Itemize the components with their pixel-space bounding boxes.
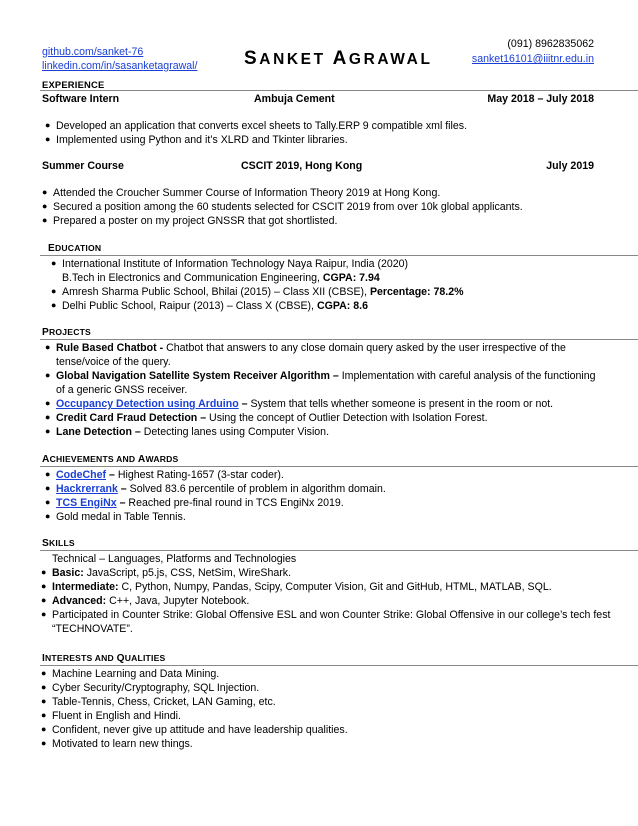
list-item: ● Intermediate: C, Python, Numpy, Pandas, Scipy, Computer Vision, Git and GitHub, HTML, MATLAB, SQL. — [41, 581, 552, 593]
list-item: ● Confident, never give up attitude and have leadership qualities. — [41, 724, 348, 736]
list-item: ● Cyber Security/Cryptography, SQL Injection. — [41, 682, 260, 694]
list-item: ● Implemented using Python and it’s XLRD and Tkinter libraries. — [45, 134, 348, 146]
list-item: ● Lane Detection – Detecting lanes using Computer Vision. — [45, 426, 330, 438]
tcs-enginx-link[interactable]: TCS EngiNx — [56, 497, 117, 509]
github-link[interactable]: github.com/sanket-76 — [42, 46, 144, 58]
list-item: ● Advanced: C++, Java, Jupyter Notebook. — [41, 595, 250, 607]
job1-date: May 2018 – July 2018 — [487, 93, 594, 105]
codechef-link[interactable]: CodeChef — [56, 469, 107, 481]
list-item: ● Delhi Public School, Raipur (2013) – Class X (CBSE), CGPA: 8.6 — [51, 300, 368, 312]
job1-title: Software Intern — [42, 93, 120, 105]
list-item: ● Motivated to learn new things. — [41, 738, 193, 750]
interests-heading: INTERESTS AND QUALITIES — [42, 653, 166, 664]
list-item: ● Prepared a poster on my project GNSSR that got shortlisted. — [42, 215, 338, 227]
list-item: ● Basic: JavaScript, p5.js, CSS, NetSim, WireShark. — [41, 567, 292, 579]
email-link[interactable]: sanket16101@iiitnr.edu.in — [471, 53, 594, 65]
list-item: ● CodeChef – Highest Rating-1657 (3-star coder). — [45, 469, 284, 481]
list-item-continuation: B.Tech in Electronics and Communication Engineering, CGPA: 7.94 — [62, 272, 380, 284]
occupancy-detection-link[interactable]: Occupancy Detection using Arduino — [56, 398, 239, 410]
experience-heading: EXPERIENCE — [42, 79, 105, 90]
list-item: ● Attended the Croucher Summer Course of Information Theory 2019 at Hong Kong. — [42, 187, 441, 199]
achievements-heading: ACHIEVEMENTS AND AWARDS — [42, 454, 179, 465]
list-item-continuation: “TECHNOVATE”. — [52, 623, 133, 635]
list-item-continuation: tense/voice of the query. — [56, 356, 171, 368]
list-item: ● Fluent in English and Hindi. — [41, 710, 181, 722]
list-item: ● International Institute of Information Technology Naya Raipur, India (2020) — [51, 258, 409, 270]
experience-rule — [40, 90, 638, 91]
list-item: ● Gold medal in Table Tennis. — [45, 511, 186, 523]
job2-date: July 2019 — [546, 160, 594, 172]
job1-org: Ambuja Cement — [254, 93, 335, 105]
interests-rule — [40, 665, 638, 666]
phone-number: (091) 8962835062 — [507, 38, 594, 50]
skills-heading: SKILLS — [42, 538, 75, 549]
projects-heading: PROJECTS — [42, 327, 91, 338]
list-item: ● Participated in Counter Strike: Global Offensive ESL and won Counter Strike: Global Offensive in our college’s tech fest — [41, 609, 611, 621]
skills-intro: Technical – Languages, Platforms and Technologies — [52, 553, 297, 565]
list-item: ● Global Navigation Satellite System Receiver Algorithm – Implementation with careful analysis of the functioning — [45, 370, 596, 382]
education-rule — [40, 255, 638, 256]
list-item: ● Table-Tennis, Chess, Cricket, LAN Gaming, etc. — [41, 696, 276, 708]
list-item: ● Amresh Sharma Public School, Bhilai (2015) – Class XII (CBSE), Percentage: 78.2% — [51, 286, 464, 298]
job2-org: CSCIT 2019, Hong Kong — [241, 160, 363, 172]
list-item: ● Secured a position among the 60 students selected for CSCIT 2019 from over 10k global applicants. — [42, 201, 523, 213]
achievements-rule — [40, 466, 638, 467]
list-item: ● Rule Based Chatbot - Chatbot that answers to any close domain query asked by the user irrespective of the — [45, 342, 566, 354]
list-item-continuation: of a generic GNSS receiver. — [56, 384, 188, 396]
skills-rule — [40, 550, 638, 551]
hackerrank-link[interactable]: Hackrerrank — [56, 483, 118, 495]
list-item: ● Occupancy Detection using Arduino – System that tells whether someone is present in the room or not. — [45, 398, 554, 410]
linkedin-link[interactable]: linkedin.com/in/sasanketagrawal/ — [42, 60, 198, 72]
education-heading: EDUCATION — [48, 243, 102, 254]
list-item: ● Developed an application that converts excel sheets to Tally.ERP 9 compatible xml files. — [45, 120, 468, 132]
list-item: ● TCS EngiNx – Reached pre-final round in TCS EngiNx 2019. — [45, 497, 344, 509]
job2-title: Summer Course — [42, 160, 124, 172]
list-item: ● Machine Learning and Data Mining. — [41, 668, 220, 680]
list-item: ● Hackrerrank – Solved 83.6 percentile of problem in algorithm domain. — [45, 483, 386, 495]
list-item: ● Credit Card Fraud Detection – Using the concept of Outlier Detection with Isolation Forest. — [45, 412, 488, 424]
candidate-name: SANKET AGRAWAL — [244, 48, 433, 69]
projects-rule — [40, 339, 638, 340]
